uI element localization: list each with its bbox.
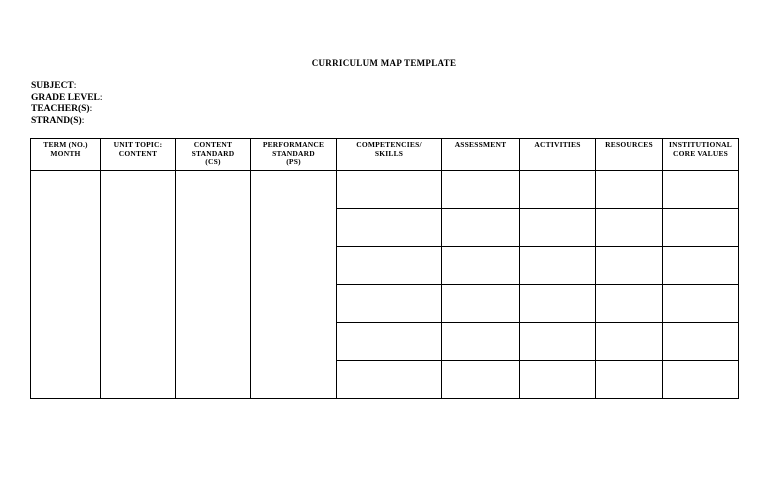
performance-standard-cell[interactable] bbox=[251, 171, 337, 399]
core-values-cell[interactable] bbox=[663, 171, 739, 209]
core-values-cell[interactable] bbox=[663, 209, 739, 247]
header-performance-standard bbox=[251, 139, 337, 171]
activities-cell[interactable] bbox=[520, 323, 596, 361]
header-line: COMPETENCIES/ bbox=[356, 140, 422, 149]
header-line: TERM (NO.) bbox=[43, 140, 88, 149]
header-activities bbox=[520, 139, 596, 171]
header-line: SKILLS bbox=[374, 148, 404, 158]
assessment-cell[interactable] bbox=[442, 247, 520, 285]
assessment-cell[interactable] bbox=[442, 285, 520, 323]
header-content-standard bbox=[176, 139, 251, 171]
header-institutional-core-values bbox=[663, 139, 739, 171]
header-row bbox=[31, 139, 739, 171]
assessment-cell[interactable] bbox=[442, 361, 520, 399]
teachers-colon: : bbox=[89, 104, 93, 114]
core-values-cell[interactable] bbox=[663, 361, 739, 399]
grade-level-colon: : bbox=[99, 92, 103, 103]
header-line: MONTH bbox=[50, 148, 81, 158]
header-line: RESOURCES bbox=[605, 140, 653, 149]
grade-level-field bbox=[31, 93, 103, 105]
core-values-cell[interactable] bbox=[663, 285, 739, 323]
subject-colon: : bbox=[73, 81, 77, 91]
competencies-cell[interactable] bbox=[337, 171, 442, 209]
content-standard-cell[interactable] bbox=[176, 171, 251, 399]
competencies-cell[interactable] bbox=[337, 247, 442, 285]
header-line: STANDARD bbox=[191, 148, 235, 158]
assessment-cell[interactable] bbox=[442, 209, 520, 247]
header-line: UNIT TOPIC: bbox=[113, 140, 163, 149]
resources-cell[interactable] bbox=[596, 361, 663, 399]
activities-cell[interactable] bbox=[520, 209, 596, 247]
header-line: STANDARD bbox=[272, 148, 315, 158]
competencies-cell[interactable] bbox=[337, 209, 442, 247]
curriculum-map-table bbox=[30, 138, 739, 399]
header-line: PERFORMANCE bbox=[262, 140, 325, 149]
table-body bbox=[31, 171, 739, 399]
resources-cell[interactable] bbox=[596, 171, 663, 209]
assessment-cell[interactable] bbox=[442, 323, 520, 361]
strands-colon: : bbox=[81, 115, 85, 126]
core-values-cell[interactable] bbox=[663, 247, 739, 285]
unit-topic-cell[interactable] bbox=[101, 171, 176, 399]
header-line: CONTENT bbox=[193, 140, 233, 149]
resources-cell[interactable] bbox=[596, 209, 663, 247]
activities-cell[interactable] bbox=[520, 171, 596, 209]
header-line: (PS) bbox=[286, 157, 301, 166]
header-resources bbox=[596, 139, 663, 171]
resources-cell[interactable] bbox=[596, 285, 663, 323]
competencies-cell[interactable] bbox=[337, 323, 442, 361]
teachers-label: TEACHER(S) bbox=[31, 104, 90, 114]
term-month-cell[interactable] bbox=[31, 171, 101, 399]
header-assessment bbox=[442, 139, 520, 171]
activities-cell[interactable] bbox=[520, 247, 596, 285]
resources-cell[interactable] bbox=[596, 247, 663, 285]
subject-field bbox=[31, 81, 103, 93]
assessment-cell[interactable] bbox=[442, 171, 520, 209]
core-values-cell[interactable] bbox=[663, 323, 739, 361]
header-line: INSTITUTIONAL bbox=[668, 140, 733, 149]
strands-label: STRAND(S) bbox=[31, 115, 82, 126]
header-line: ACTIVITIES bbox=[534, 140, 581, 149]
activities-cell[interactable] bbox=[520, 285, 596, 323]
header-competencies-skills bbox=[337, 139, 442, 171]
teachers-field bbox=[31, 104, 103, 116]
competencies-cell[interactable] bbox=[337, 285, 442, 323]
table-row bbox=[31, 171, 739, 209]
document-title: CURRICULUM MAP TEMPLATE bbox=[311, 58, 457, 68]
subject-label: SUBJECT bbox=[31, 81, 74, 91]
header-line: ASSESSMENT bbox=[454, 140, 507, 149]
header-term-month bbox=[31, 139, 101, 171]
header-fields bbox=[31, 81, 103, 127]
header-line: (CS) bbox=[205, 157, 221, 166]
strands-field bbox=[31, 116, 103, 128]
header-unit-topic bbox=[101, 139, 176, 171]
activities-cell[interactable] bbox=[520, 361, 596, 399]
header-line: CONTENT bbox=[118, 148, 158, 158]
header-line: CORE VALUES bbox=[672, 148, 729, 158]
grade-level-label: GRADE LEVEL bbox=[31, 92, 100, 103]
competencies-cell[interactable] bbox=[337, 361, 442, 399]
resources-cell[interactable] bbox=[596, 323, 663, 361]
